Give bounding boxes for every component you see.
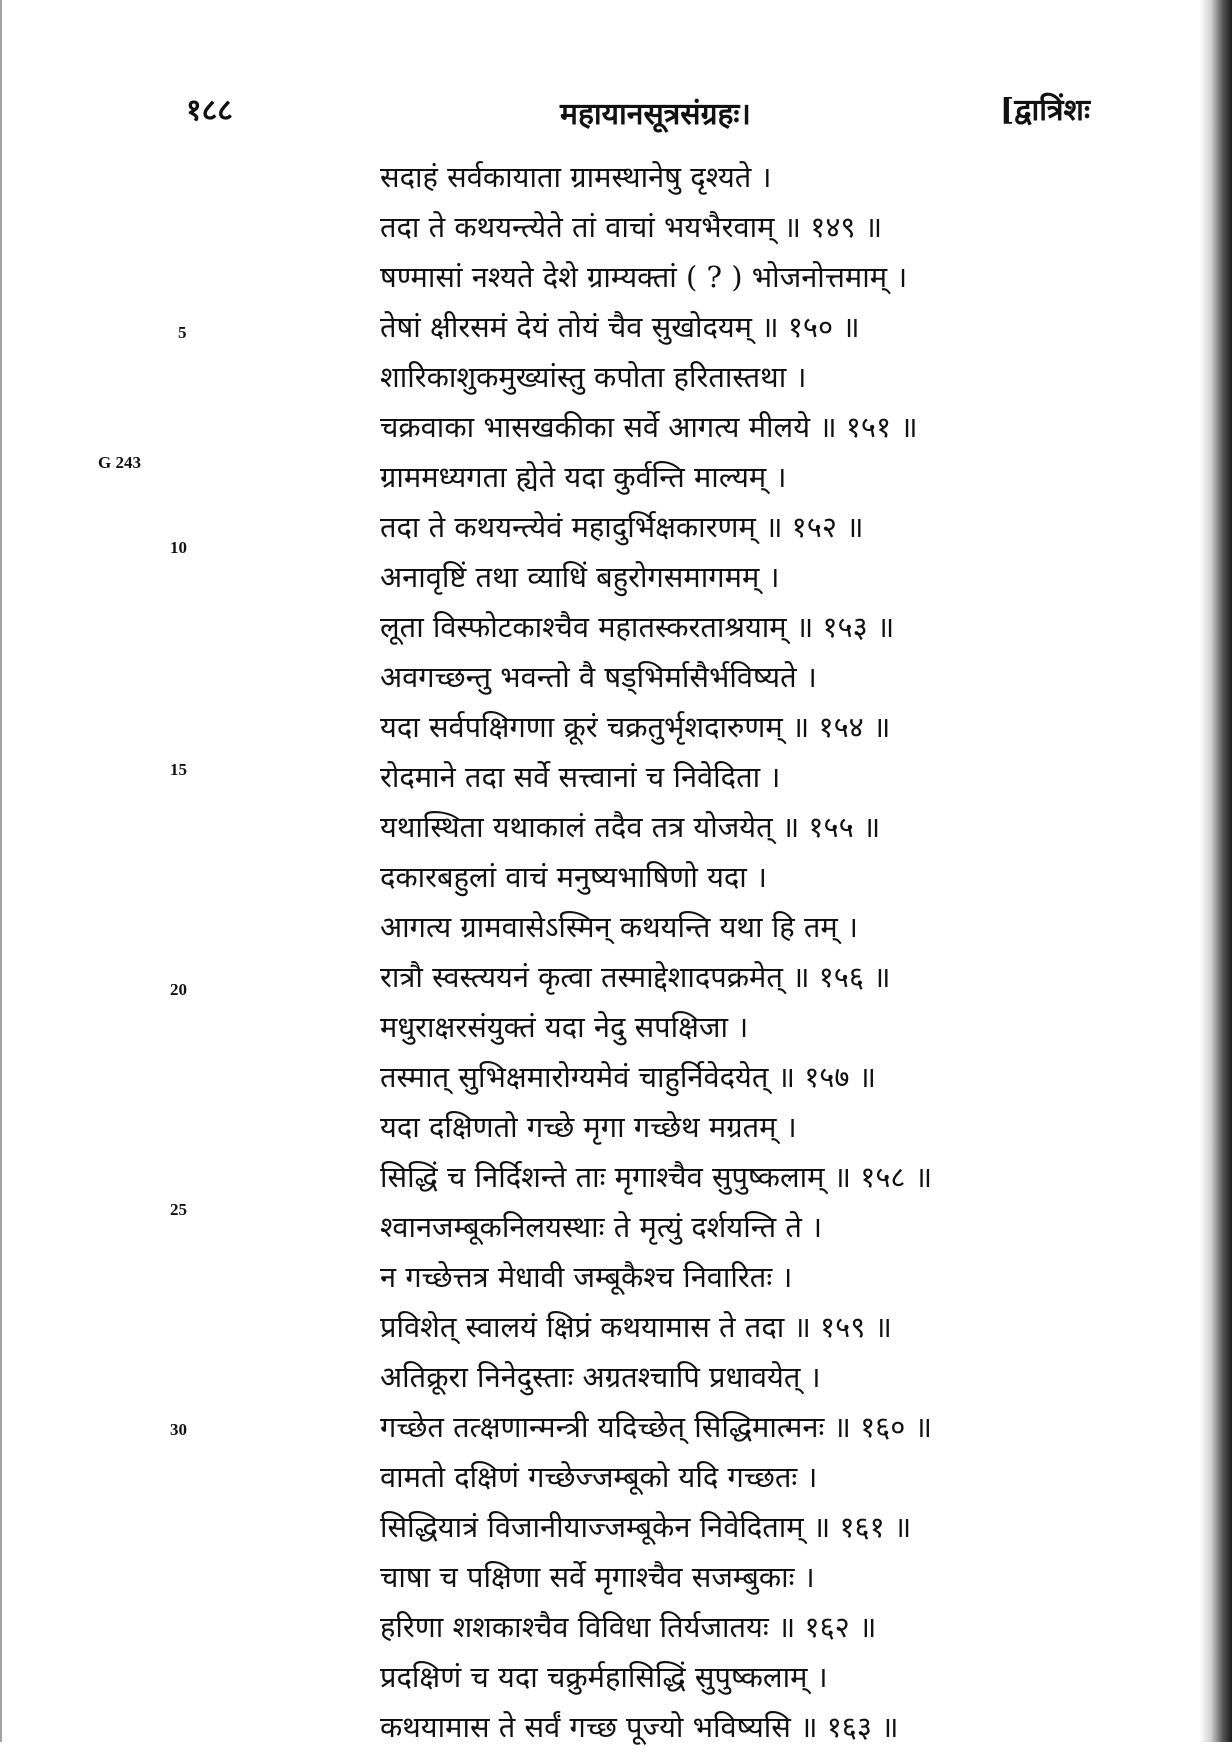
verse-line: चाषा च पक्षिणा सर्वे मृगाश्चैव सजम्बुकाः । [380, 1560, 815, 1594]
left-page-edge [0, 0, 2, 1742]
verse-line: श्वानजम्बूकनिलयस्थाः ते मृत्युं दर्शयन्ति ते । [380, 1210, 823, 1244]
verse-line: तदा ते कथयन्त्येवं महादुर्भिक्षकारणम् ॥ १५२ ॥ [380, 510, 864, 544]
line-number-5: 5 [178, 323, 187, 342]
verse-line: तस्मात् सुभिक्षमारोग्यमेवं चाहुर्निवेदयेत् ॥ १५७ ॥ [380, 1060, 877, 1094]
verse-line: यदा सर्वपक्षिगणा क्रूरं चक्रतुर्भृशदारुणम् ॥ १५४ ॥ [380, 710, 891, 744]
verse-line: सिद्धिं च निर्दिशन्ते ताः मृगाश्चैव सुपुष्कलाम् ॥ १५८ ॥ [380, 1160, 933, 1194]
verse-line: दकारबहुलां वाचं मनुष्यभाषिणो यदा । [380, 860, 768, 894]
verse-line: लूता विस्फोटकाश्चैव महातस्करताश्रयाम् ॥ १५३ ॥ [380, 610, 895, 644]
verse-line: यदा दक्षिणतो गच्छे मृगा गच्छेथ मग्रतम् । [380, 1110, 797, 1144]
verse-line: तेषां क्षीरसमं देयं तोयं चैव सुखोदयम् ॥ १५० ॥ [380, 310, 860, 344]
chapter-mark: [द्वात्रिंशः [1000, 93, 1091, 128]
verse-line: हरिणा शशकाश्चैव विविधा तिर्यजातयः ॥ १६२ ॥ [380, 1610, 877, 1644]
line-number-15: 15 [170, 760, 187, 779]
line-number-30: 30 [170, 1420, 187, 1439]
verse-line: मधुराक्षरसंयुक्तं यदा नेदु सपक्षिजा । [380, 1010, 749, 1044]
line-number-25: 25 [170, 1200, 187, 1219]
verse-line: शारिकाशुकमुख्यांस्तु कपोता हरितास्तथा । [380, 360, 807, 394]
running-title: महायानसूत्रसंग्रहः। [560, 97, 751, 132]
verse-line: न गच्छेत्तत्र मेधावी जम्बूकैश्च निवारितः । [380, 1260, 793, 1294]
verse-line: तदा ते कथयन्त्येते तां वाचां भयभैरवाम् ॥ १४९ ॥ [380, 210, 883, 244]
verse-line: वामतो दक्षिणं गच्छेज्जम्बूको यदि गच्छतः । [380, 1460, 818, 1494]
page-number: १८८ [186, 93, 233, 128]
line-number-10: 10 [170, 538, 187, 557]
verse-line: अनावृष्टिं तथा व्याधिं बहुरोगसमागमम् । [380, 560, 780, 594]
verse-line: यथास्थिता यथाकालं तदैव तत्र योजयेत् ॥ १५५ ॥ [380, 810, 881, 844]
verse-line: कथयामास ते सर्वं गच्छ पूज्यो भविष्यसि ॥ १६३ ॥ [380, 1710, 899, 1744]
book-binding-shadow [1200, 0, 1232, 1742]
line-number-20: 20 [170, 980, 187, 999]
verse-line: रात्रौ स्वस्त्ययनं कृत्वा तस्माद्देशादपक्रमेत् ॥ १५६ ॥ [380, 960, 891, 994]
verse-line: गच्छेत तत्क्षणान्मन्त्री यदिच्छेत् सिद्धिमात्मनः ॥ १६० ॥ [380, 1410, 932, 1444]
verse-line: सदाहं सर्वकायाता ग्रामस्थानेषु दृश्यते । [380, 160, 772, 194]
verse-line: षण्मासां नश्यते देशे ग्राम्यक्तां ( ? ) भोजनोत्तमाम् । [380, 260, 908, 294]
verse-line: प्रदक्षिणं च यदा चक्रुर्महासिद्धिं सुपुष्कलाम् । [380, 1660, 828, 1694]
verse-line: आगत्य ग्रामवासेऽस्मिन् कथयन्ति यथा हि तम् । [380, 910, 858, 944]
verse-line: ग्राममध्यगता ह्येते यदा कुर्वन्ति माल्यम् । [380, 460, 787, 494]
verse-line: अवगच्छन्तु भवन्तो वै षड्भिर्मासैर्भविष्यते । [380, 660, 817, 694]
verse-line: प्रविशेत् स्वालयं क्षिप्रं कथयामास ते तदा ॥ १५९ ॥ [380, 1310, 892, 1344]
verse-line: चक्रवाका भासखकीका सर्वे आगत्य मीलये ॥ १५१ ॥ [380, 410, 918, 444]
verse-line: सिद्धियात्रं विजानीयाज्जम्बूकेन निवेदिताम् ॥ १६१ ॥ [380, 1510, 912, 1544]
verse-line: अतिक्रूरा निनेदुस्ताः अग्रतश्चापि प्रधावयेत् । [380, 1360, 821, 1394]
margin-reference: G 243 [98, 453, 141, 472]
verse-text-block [380, 152, 1020, 1752]
verse-line: रोदमाने तदा सर्वे सत्त्वानां च निवेदिता । [380, 760, 781, 794]
